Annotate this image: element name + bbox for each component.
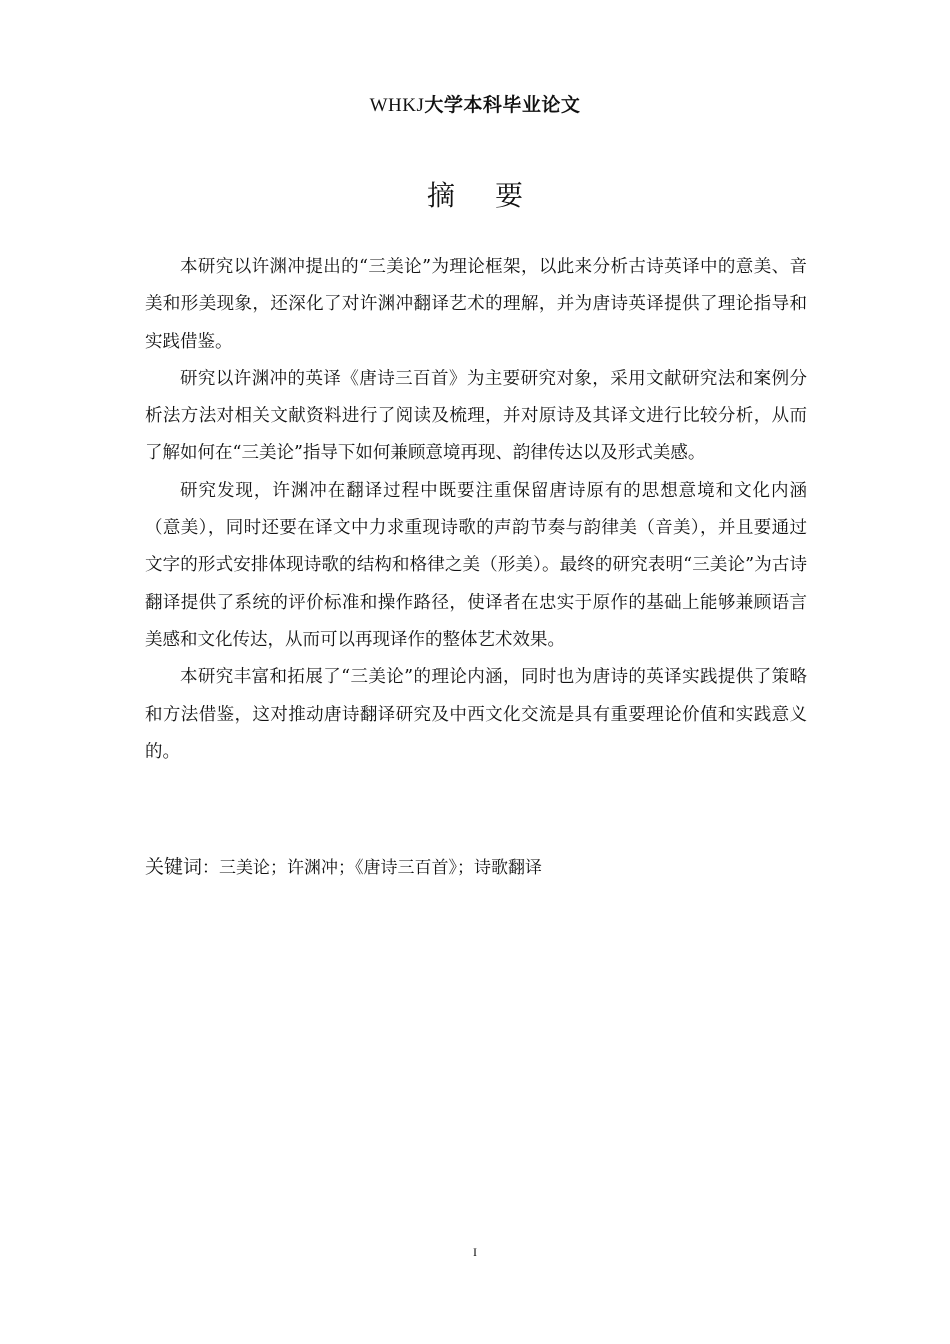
- abstract-paragraph-3: 研究发现，许渊冲在翻译过程中既要注重保留唐诗原有的思想意境和文化内涵（意美），同时还要在译文中力求重现诗歌的声韵节奏与韵律美（音美），并且要通过文字的形式安排体现诗歌的结构和格律之美（形美）。最终的研究表明“三美论”为古诗翻译提供了系统的评价标准和操作路径，使译者在忠实于原作的基础上能够兼顾语言美感和文化传达，从而可以再现译作的整体艺术效果。: [145, 480, 807, 650]
- abstract-paragraph-2: 研究以许渊冲的英译《唐诗三百首》为主要研究对象，采用文献研究法和案例分析法方法对相关文献资料进行了阅读及梳理，并对原诗及其译文进行比较分析，从而了解如何在“三美论”指导下如何兼顾意境再现、韵律传达以及形式美感。: [145, 368, 807, 464]
- thesis-type-title: 大学本科毕业论文: [424, 94, 581, 116]
- keywords-label: 关键词: [145, 856, 203, 878]
- abstract-heading: 摘要: [426, 179, 563, 212]
- keywords-line: [145, 852, 807, 883]
- abstract-paragraph-4: 本研究丰富和拓展了“三美论”的理论内涵，同时也为唐诗的英译实践提供了策略和方法借鉴，这对推动唐诗翻译研究及中西文化交流是具有重要理论价值和实践意义的。: [145, 667, 807, 762]
- abstract-body: [145, 249, 807, 771]
- page-number: I: [473, 1245, 477, 1259]
- university-code: WHKJ: [369, 95, 425, 116]
- keywords-value: 三美论；许渊冲；《唐诗三百首》；诗歌翻译: [219, 858, 543, 878]
- abstract-paragraph-1: 本研究以许渊冲提出的“三美论”为理论框架，以此来分析古诗英译中的意美、音美和形美现象，还深化了对许渊冲翻译艺术的理解，并为唐诗英译提供了理论指导和实践借鉴。: [145, 257, 807, 352]
- keywords-colon: ：: [202, 858, 220, 878]
- document-header: [0, 90, 950, 117]
